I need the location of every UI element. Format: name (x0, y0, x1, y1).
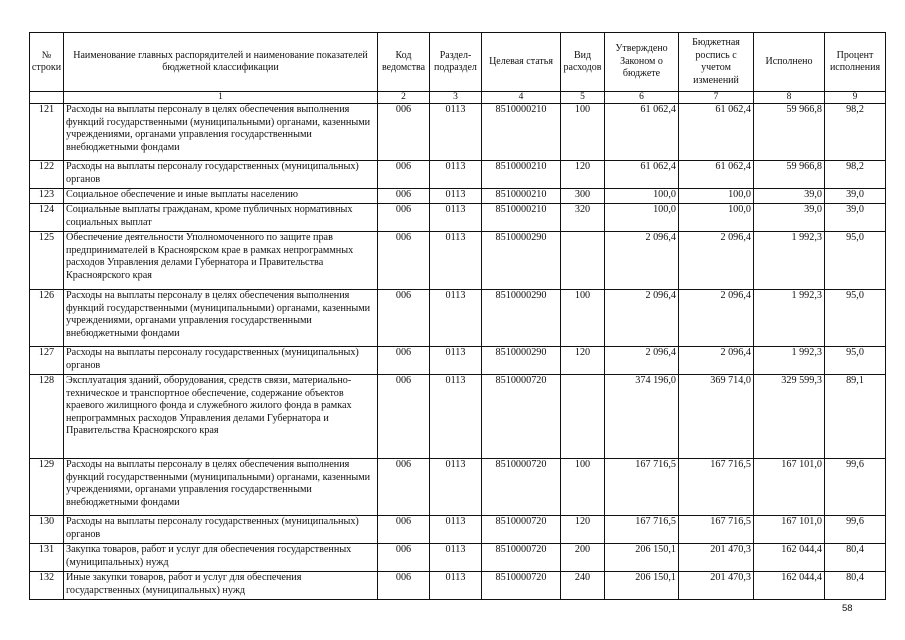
cell-approved: 167 716,5 (605, 459, 679, 516)
cell-name: Расходы на выплаты персоналу государственных (муниципальных) органов (64, 516, 378, 544)
cell-department-code: 006 (378, 459, 430, 516)
cell-approved: 206 150,1 (605, 572, 679, 600)
column-header-section: Раздел-подраздел (430, 33, 482, 92)
cell-percent: 39,0 (825, 189, 886, 204)
cell-expense-type: 240 (561, 572, 605, 600)
column-header-name: Наименование главных распорядителей и наименование показателей бюджетной классификации (64, 33, 378, 92)
cell-percent: 95,0 (825, 232, 886, 290)
cell-executed: 1 992,3 (754, 347, 825, 375)
cell-percent: 99,6 (825, 459, 886, 516)
column-number: 1 (64, 92, 378, 104)
cell-target-article: 8510000210 (482, 204, 561, 232)
cell-percent: 98,2 (825, 104, 886, 161)
cell-executed: 162 044,4 (754, 544, 825, 572)
cell-row-number: 128 (30, 375, 64, 459)
column-number: 8 (754, 92, 825, 104)
column-number: 5 (561, 92, 605, 104)
cell-name: Расходы на выплаты персоналу государственных (муниципальных) органов (64, 161, 378, 189)
cell-row-number: 125 (30, 232, 64, 290)
cell-name: Социальные выплаты гражданам, кроме публичных нормативных социальных выплат (64, 204, 378, 232)
cell-budget-schedule: 100,0 (679, 204, 754, 232)
cell-target-article: 8510000720 (482, 572, 561, 600)
cell-budget-schedule: 100,0 (679, 189, 754, 204)
cell-percent: 95,0 (825, 347, 886, 375)
table-row (30, 459, 886, 516)
cell-expense-type: 100 (561, 104, 605, 161)
column-header-percent: Процент исполнения (825, 33, 886, 92)
table-row (30, 161, 886, 189)
cell-name: Иные закупки товаров, работ и услуг для обеспечения государственных (муниципальных) нужд (64, 572, 378, 600)
cell-row-number: 131 (30, 544, 64, 572)
column-number (30, 92, 64, 104)
cell-expense-type: 200 (561, 544, 605, 572)
cell-target-article: 8510000210 (482, 161, 561, 189)
cell-row-number: 129 (30, 459, 64, 516)
column-number: 9 (825, 92, 886, 104)
cell-row-number: 124 (30, 204, 64, 232)
cell-section: 0113 (430, 375, 482, 459)
cell-target-article: 8510000720 (482, 544, 561, 572)
table-row (30, 572, 886, 600)
cell-section: 0113 (430, 104, 482, 161)
cell-percent: 89,1 (825, 375, 886, 459)
cell-approved: 2 096,4 (605, 347, 679, 375)
cell-executed: 59 966,8 (754, 161, 825, 189)
cell-target-article: 8510000290 (482, 347, 561, 375)
cell-section: 0113 (430, 544, 482, 572)
cell-expense-type (561, 375, 605, 459)
cell-department-code: 006 (378, 104, 430, 161)
cell-percent: 80,4 (825, 572, 886, 600)
cell-expense-type: 300 (561, 189, 605, 204)
cell-expense-type (561, 232, 605, 290)
table-row (30, 516, 886, 544)
cell-name: Закупка товаров, работ и услуг для обеспечения государственных (муниципальных) нужд (64, 544, 378, 572)
cell-percent: 98,2 (825, 161, 886, 189)
cell-approved: 374 196,0 (605, 375, 679, 459)
cell-name: Расходы на выплаты персоналу государственных (муниципальных) органов (64, 347, 378, 375)
cell-name: Расходы на выплаты персоналу в целях обеспечения выполнения функций государственными (муниципальными) органами, казенными учреждениями, органами управления государственными внебюджетными фондами (64, 290, 378, 347)
cell-department-code: 006 (378, 189, 430, 204)
cell-executed: 1 992,3 (754, 232, 825, 290)
cell-expense-type: 120 (561, 161, 605, 189)
cell-expense-type: 120 (561, 347, 605, 375)
cell-row-number: 132 (30, 572, 64, 600)
cell-name: Эксплуатация зданий, оборудования, средств связи, материально-техническое и транспортное обеспечение, содержание объектов краевого жилищного фонда и служебного жилого фонда в рамках непрограммных расходов Управления делами Губернатора и Правительства Красноярского края (64, 375, 378, 459)
table-row (30, 544, 886, 572)
cell-approved: 61 062,4 (605, 104, 679, 161)
cell-percent: 80,4 (825, 544, 886, 572)
cell-row-number: 123 (30, 189, 64, 204)
cell-row-number: 127 (30, 347, 64, 375)
budget-execution-table (29, 32, 886, 600)
column-header-expense-type: Вид расходов (561, 33, 605, 92)
cell-budget-schedule: 167 716,5 (679, 459, 754, 516)
cell-target-article: 8510000290 (482, 290, 561, 347)
cell-section: 0113 (430, 232, 482, 290)
cell-row-number: 126 (30, 290, 64, 347)
cell-target-article: 8510000290 (482, 232, 561, 290)
cell-section: 0113 (430, 347, 482, 375)
cell-approved: 167 716,5 (605, 516, 679, 544)
cell-department-code: 006 (378, 572, 430, 600)
cell-row-number: 130 (30, 516, 64, 544)
table-row (30, 189, 886, 204)
cell-name: Расходы на выплаты персоналу в целях обеспечения выполнения функций государственными (муниципальными) органами, казенными учреждениями, органами управления государственными внебюджетными фондами (64, 459, 378, 516)
cell-expense-type: 120 (561, 516, 605, 544)
cell-name: Обеспечение деятельности Уполномоченного по защите прав предпринимателей в Красноярском крае в рамках непрограммных расходов Управления делами Губернатора и Правительства Красноярского края (64, 232, 378, 290)
cell-department-code: 006 (378, 544, 430, 572)
cell-department-code: 006 (378, 347, 430, 375)
cell-department-code: 006 (378, 375, 430, 459)
cell-percent: 39,0 (825, 204, 886, 232)
cell-budget-schedule: 201 470,3 (679, 572, 754, 600)
cell-executed: 39,0 (754, 189, 825, 204)
table-row (30, 375, 886, 459)
cell-executed: 1 992,3 (754, 290, 825, 347)
cell-budget-schedule: 2 096,4 (679, 290, 754, 347)
column-header-department-code: Код ведомства (378, 33, 430, 92)
cell-name: Социальное обеспечение и иные выплаты населению (64, 189, 378, 204)
cell-approved: 100,0 (605, 189, 679, 204)
column-header-target-article: Целевая статья (482, 33, 561, 92)
column-number: 3 (430, 92, 482, 104)
cell-approved: 2 096,4 (605, 232, 679, 290)
cell-section: 0113 (430, 189, 482, 204)
cell-budget-schedule: 2 096,4 (679, 347, 754, 375)
column-number: 6 (605, 92, 679, 104)
table-row (30, 347, 886, 375)
cell-row-number: 122 (30, 161, 64, 189)
cell-target-article: 8510000720 (482, 375, 561, 459)
cell-section: 0113 (430, 290, 482, 347)
cell-row-number: 121 (30, 104, 64, 161)
cell-section: 0113 (430, 516, 482, 544)
header-row (30, 33, 886, 92)
table-row (30, 232, 886, 290)
cell-target-article: 8510000720 (482, 459, 561, 516)
column-header-executed: Исполнено (754, 33, 825, 92)
cell-executed: 59 966,8 (754, 104, 825, 161)
cell-department-code: 006 (378, 516, 430, 544)
cell-department-code: 006 (378, 161, 430, 189)
cell-percent: 95,0 (825, 290, 886, 347)
page-number: 58 (842, 603, 853, 614)
cell-target-article: 8510000210 (482, 104, 561, 161)
column-header-approved: Утверждено Законом о бюджете (605, 33, 679, 92)
cell-department-code: 006 (378, 232, 430, 290)
cell-percent: 99,6 (825, 516, 886, 544)
cell-budget-schedule: 61 062,4 (679, 161, 754, 189)
column-header-row-number: № строки (30, 33, 64, 92)
cell-budget-schedule: 369 714,0 (679, 375, 754, 459)
cell-approved: 61 062,4 (605, 161, 679, 189)
column-number: 4 (482, 92, 561, 104)
cell-expense-type: 100 (561, 290, 605, 347)
column-number: 7 (679, 92, 754, 104)
cell-expense-type: 320 (561, 204, 605, 232)
cell-section: 0113 (430, 161, 482, 189)
cell-name: Расходы на выплаты персоналу в целях обеспечения выполнения функций государственными (муниципальными) органами, казенными учреждениями, органами управления государственными внебюджетными фондами (64, 104, 378, 161)
cell-approved: 2 096,4 (605, 290, 679, 347)
table-row (30, 204, 886, 232)
column-number: 2 (378, 92, 430, 104)
cell-budget-schedule: 2 096,4 (679, 232, 754, 290)
cell-department-code: 006 (378, 290, 430, 347)
column-number-row (30, 92, 886, 104)
cell-budget-schedule: 61 062,4 (679, 104, 754, 161)
cell-expense-type: 100 (561, 459, 605, 516)
cell-executed: 167 101,0 (754, 459, 825, 516)
cell-department-code: 006 (378, 204, 430, 232)
cell-executed: 162 044,4 (754, 572, 825, 600)
cell-approved: 206 150,1 (605, 544, 679, 572)
table-row (30, 104, 886, 161)
cell-approved: 100,0 (605, 204, 679, 232)
cell-target-article: 8510000720 (482, 516, 561, 544)
cell-executed: 39,0 (754, 204, 825, 232)
cell-executed: 167 101,0 (754, 516, 825, 544)
column-header-budget-schedule: Бюджетная роспись с учетом изменений (679, 33, 754, 92)
cell-section: 0113 (430, 572, 482, 600)
cell-target-article: 8510000210 (482, 189, 561, 204)
table-row (30, 290, 886, 347)
cell-budget-schedule: 167 716,5 (679, 516, 754, 544)
cell-section: 0113 (430, 459, 482, 516)
cell-section: 0113 (430, 204, 482, 232)
cell-budget-schedule: 201 470,3 (679, 544, 754, 572)
cell-executed: 329 599,3 (754, 375, 825, 459)
